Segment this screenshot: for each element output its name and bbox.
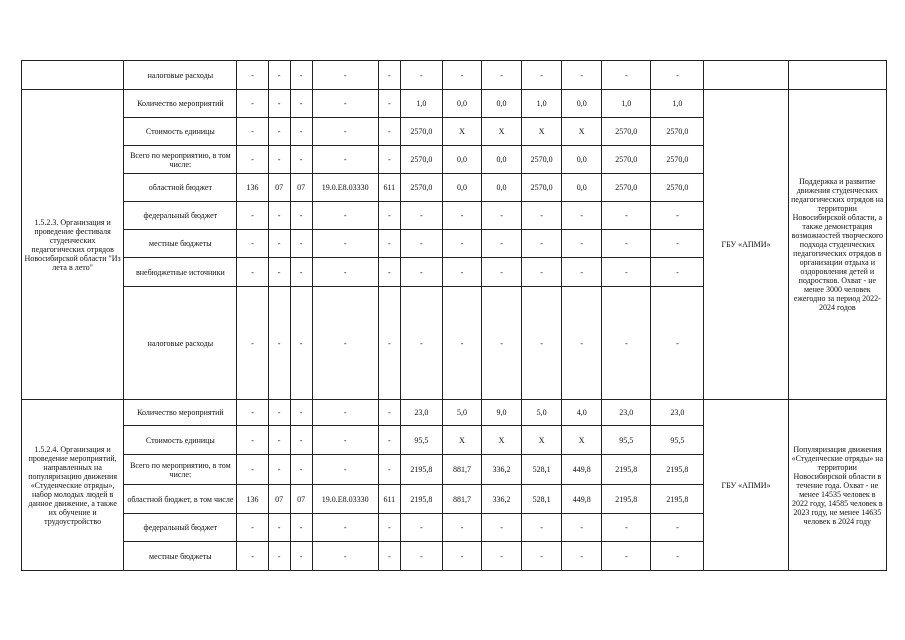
value-cell: - [290,542,312,571]
value-cell: 2570,0 [400,118,442,146]
value-cell: - [237,61,268,90]
executor-cell-empty [704,61,788,90]
value-cell: - [290,287,312,400]
value-cell: - [268,230,290,258]
value-cell: - [651,202,704,230]
value-cell: 0,0 [442,90,481,118]
value-cell: - [378,146,400,174]
value-cell: - [442,258,481,287]
value-cell: - [562,258,602,287]
value-cell: 136 [237,485,268,514]
value-cell: - [400,258,442,287]
indicator-name: Всего по мероприятию, в том числе: [124,146,237,174]
value-cell: 1,0 [522,90,562,118]
expected-result: Популяризация движения «Студенческие отряды» на территории Новосибирской области в течение года. Охват - не менее 14535 человек в 2022 году, 14585 человек в 2023 году, не менее 14635 человек в 2024 году [788,400,886,571]
value-cell: 2570,0 [400,146,442,174]
value-cell: 2195,8 [400,455,442,485]
event-description: 1.5.2.4. Организация и проведение мероприятий, направленных на популяризацию движения «Студенческие отряды», набор молодых людей в данное движение, а также их обучение и трудоустройство [22,400,124,571]
value-cell: - [442,61,481,90]
value-cell: 0,0 [442,174,481,202]
value-cell: - [522,287,562,400]
value-cell: - [312,287,378,400]
value-cell: - [442,514,481,542]
table-row [22,90,887,118]
indicator-name: областной бюджет [124,174,237,202]
table-row [22,400,887,426]
value-cell: - [312,202,378,230]
result-cell-empty [788,61,886,90]
indicator-name: федеральный бюджет [124,514,237,542]
value-cell: - [400,287,442,400]
indicator-name: местные бюджеты [124,542,237,571]
value-cell: - [268,455,290,485]
value-cell: 95,5 [602,426,651,455]
value-cell: - [237,287,268,400]
value-cell: - [237,146,268,174]
value-cell: - [442,287,481,400]
budget-table [21,60,887,571]
value-cell: - [312,455,378,485]
indicator-name: Стоимость единицы [124,426,237,455]
value-cell: - [522,202,562,230]
value-cell: - [237,90,268,118]
value-cell: 2570,0 [522,146,562,174]
value-cell: - [268,146,290,174]
value-cell: - [442,542,481,571]
value-cell: - [237,118,268,146]
value-cell: - [602,230,651,258]
value-cell: 95,5 [400,426,442,455]
value-cell: - [562,230,602,258]
value-cell: - [378,202,400,230]
value-cell: - [290,146,312,174]
value-cell: - [312,146,378,174]
value-cell: - [400,542,442,571]
value-cell: - [442,230,481,258]
value-cell: - [237,426,268,455]
value-cell: - [651,542,704,571]
value-cell: 611 [378,485,400,514]
indicator-name: налоговые расходы [124,287,237,400]
executor: ГБУ «АПМИ» [704,400,788,571]
value-cell: - [400,202,442,230]
value-cell: - [237,400,268,426]
indicator-name: областной бюджет, в том числе [124,485,237,514]
value-cell: - [268,258,290,287]
value-cell: 0,0 [482,146,522,174]
value-cell: - [651,258,704,287]
value-cell: - [312,61,378,90]
value-cell: - [378,514,400,542]
value-cell: 0,0 [562,174,602,202]
value-cell: 9,0 [482,400,522,426]
value-cell: - [378,90,400,118]
value-cell: X [562,426,602,455]
value-cell: 07 [290,174,312,202]
value-cell: - [482,542,522,571]
value-cell: - [602,287,651,400]
value-cell: - [268,90,290,118]
value-cell: - [378,287,400,400]
value-cell: - [378,230,400,258]
value-cell: - [290,61,312,90]
value-cell: 5,0 [522,400,562,426]
table-row [22,61,887,90]
value-cell: 07 [268,485,290,514]
value-cell: 2195,8 [602,485,651,514]
value-cell: - [602,61,651,90]
value-cell: 881,7 [442,485,481,514]
value-cell: - [522,258,562,287]
value-cell: - [651,514,704,542]
value-cell: - [378,542,400,571]
value-cell: - [482,514,522,542]
value-cell: 2195,8 [400,485,442,514]
value-cell: 2570,0 [602,146,651,174]
value-cell: 95,5 [651,426,704,455]
value-cell: X [442,118,481,146]
value-cell: X [522,426,562,455]
value-cell: - [237,514,268,542]
executor: ГБУ «АПМИ» [704,90,788,400]
value-cell: - [562,514,602,542]
value-cell: - [400,230,442,258]
value-cell: - [522,61,562,90]
indicator-name: налоговые расходы [124,61,237,90]
indicator-name: местные бюджеты [124,230,237,258]
value-cell: 336,2 [482,455,522,485]
value-cell: - [522,542,562,571]
value-cell: - [378,455,400,485]
indicator-name: федеральный бюджет [124,202,237,230]
value-cell: 23,0 [651,400,704,426]
value-cell: - [378,61,400,90]
value-cell: 528,1 [522,455,562,485]
value-cell: - [602,542,651,571]
value-cell: - [562,202,602,230]
value-cell: 2195,8 [651,455,704,485]
value-cell: 19.0.E8.03330 [312,174,378,202]
value-cell: 336,2 [482,485,522,514]
value-cell: 5,0 [442,400,481,426]
value-cell: 2570,0 [602,118,651,146]
value-cell: - [378,400,400,426]
value-cell: - [290,230,312,258]
value-cell: - [290,258,312,287]
value-cell: - [378,118,400,146]
indicator-name: Стоимость единицы [124,118,237,146]
expected-result: Поддержка и развитие движения студенческих педагогических отрядов на территории Новосибирской области, а также демонстрация возможностей творческого подхода студенческих педагогических отрядов в организации отдыха и оздоровления детей и подростков. Охват - не менее 3000 человек ежегодно за период 2022-2024 годов [788,90,886,400]
value-cell: - [602,258,651,287]
value-cell: - [268,118,290,146]
value-cell: - [400,514,442,542]
value-cell: 2570,0 [651,118,704,146]
value-cell: - [290,90,312,118]
value-cell: - [400,61,442,90]
value-cell: - [562,542,602,571]
value-cell: 881,7 [442,455,481,485]
value-cell: 07 [268,174,290,202]
value-cell: - [268,61,290,90]
value-cell: 4,0 [562,400,602,426]
value-cell: - [522,230,562,258]
value-cell: - [237,455,268,485]
value-cell: - [378,426,400,455]
value-cell: - [522,514,562,542]
value-cell: 449,8 [562,485,602,514]
value-cell: - [651,230,704,258]
indicator-name: Количество мероприятий [124,90,237,118]
value-cell: 2570,0 [602,174,651,202]
value-cell: 1,0 [602,90,651,118]
value-cell: - [268,400,290,426]
value-cell: - [237,202,268,230]
event-cell-empty [22,61,124,90]
value-cell: 0,0 [482,90,522,118]
value-cell: 449,8 [562,455,602,485]
value-cell: X [522,118,562,146]
value-cell: - [562,287,602,400]
value-cell: - [290,400,312,426]
value-cell: - [312,542,378,571]
value-cell: - [268,202,290,230]
value-cell: - [312,426,378,455]
value-cell: X [482,426,522,455]
event-description: 1.5.2.3. Организация и проведение фестиваля студенческих педагогических отрядов Новосибирской области "Из лета в лето" [22,90,124,400]
value-cell: 2570,0 [400,174,442,202]
value-cell: 2195,8 [651,485,704,514]
value-cell: 2195,8 [602,455,651,485]
value-cell: - [312,118,378,146]
value-cell: - [237,258,268,287]
value-cell: 0,0 [482,174,522,202]
value-cell: - [482,258,522,287]
value-cell: - [268,287,290,400]
indicator-name: Количество мероприятий [124,400,237,426]
value-cell: - [378,258,400,287]
value-cell: - [482,202,522,230]
indicator-name: Всего по мероприятию, в том числе: [124,455,237,485]
value-cell: - [237,230,268,258]
value-cell: - [482,287,522,400]
value-cell: 1,0 [400,90,442,118]
value-cell: - [651,61,704,90]
value-cell: - [602,514,651,542]
value-cell: - [312,400,378,426]
value-cell: - [312,514,378,542]
value-cell: - [290,202,312,230]
value-cell: - [312,90,378,118]
value-cell: - [268,426,290,455]
value-cell: 0,0 [562,90,602,118]
value-cell: 2570,0 [651,146,704,174]
value-cell: 0,0 [442,146,481,174]
value-cell: - [312,258,378,287]
value-cell: - [562,61,602,90]
value-cell: 23,0 [400,400,442,426]
value-cell: - [312,230,378,258]
value-cell: - [442,202,481,230]
value-cell: - [290,455,312,485]
value-cell: 07 [290,485,312,514]
value-cell: - [482,61,522,90]
value-cell: 1,0 [651,90,704,118]
value-cell: 528,1 [522,485,562,514]
value-cell: 19.0.E8.03330 [312,485,378,514]
value-cell: - [290,118,312,146]
value-cell: - [602,202,651,230]
table-body [22,61,887,571]
value-cell: 611 [378,174,400,202]
value-cell: 0,0 [562,146,602,174]
value-cell: 136 [237,174,268,202]
value-cell: - [268,542,290,571]
indicator-name: внебюджетные источники [124,258,237,287]
value-cell: 2570,0 [522,174,562,202]
value-cell: - [290,514,312,542]
value-cell: - [237,542,268,571]
value-cell: X [562,118,602,146]
value-cell: - [482,230,522,258]
value-cell: - [651,287,704,400]
value-cell: X [482,118,522,146]
value-cell: - [290,426,312,455]
value-cell: 2570,0 [651,174,704,202]
value-cell: - [268,514,290,542]
value-cell: 23,0 [602,400,651,426]
value-cell: X [442,426,481,455]
